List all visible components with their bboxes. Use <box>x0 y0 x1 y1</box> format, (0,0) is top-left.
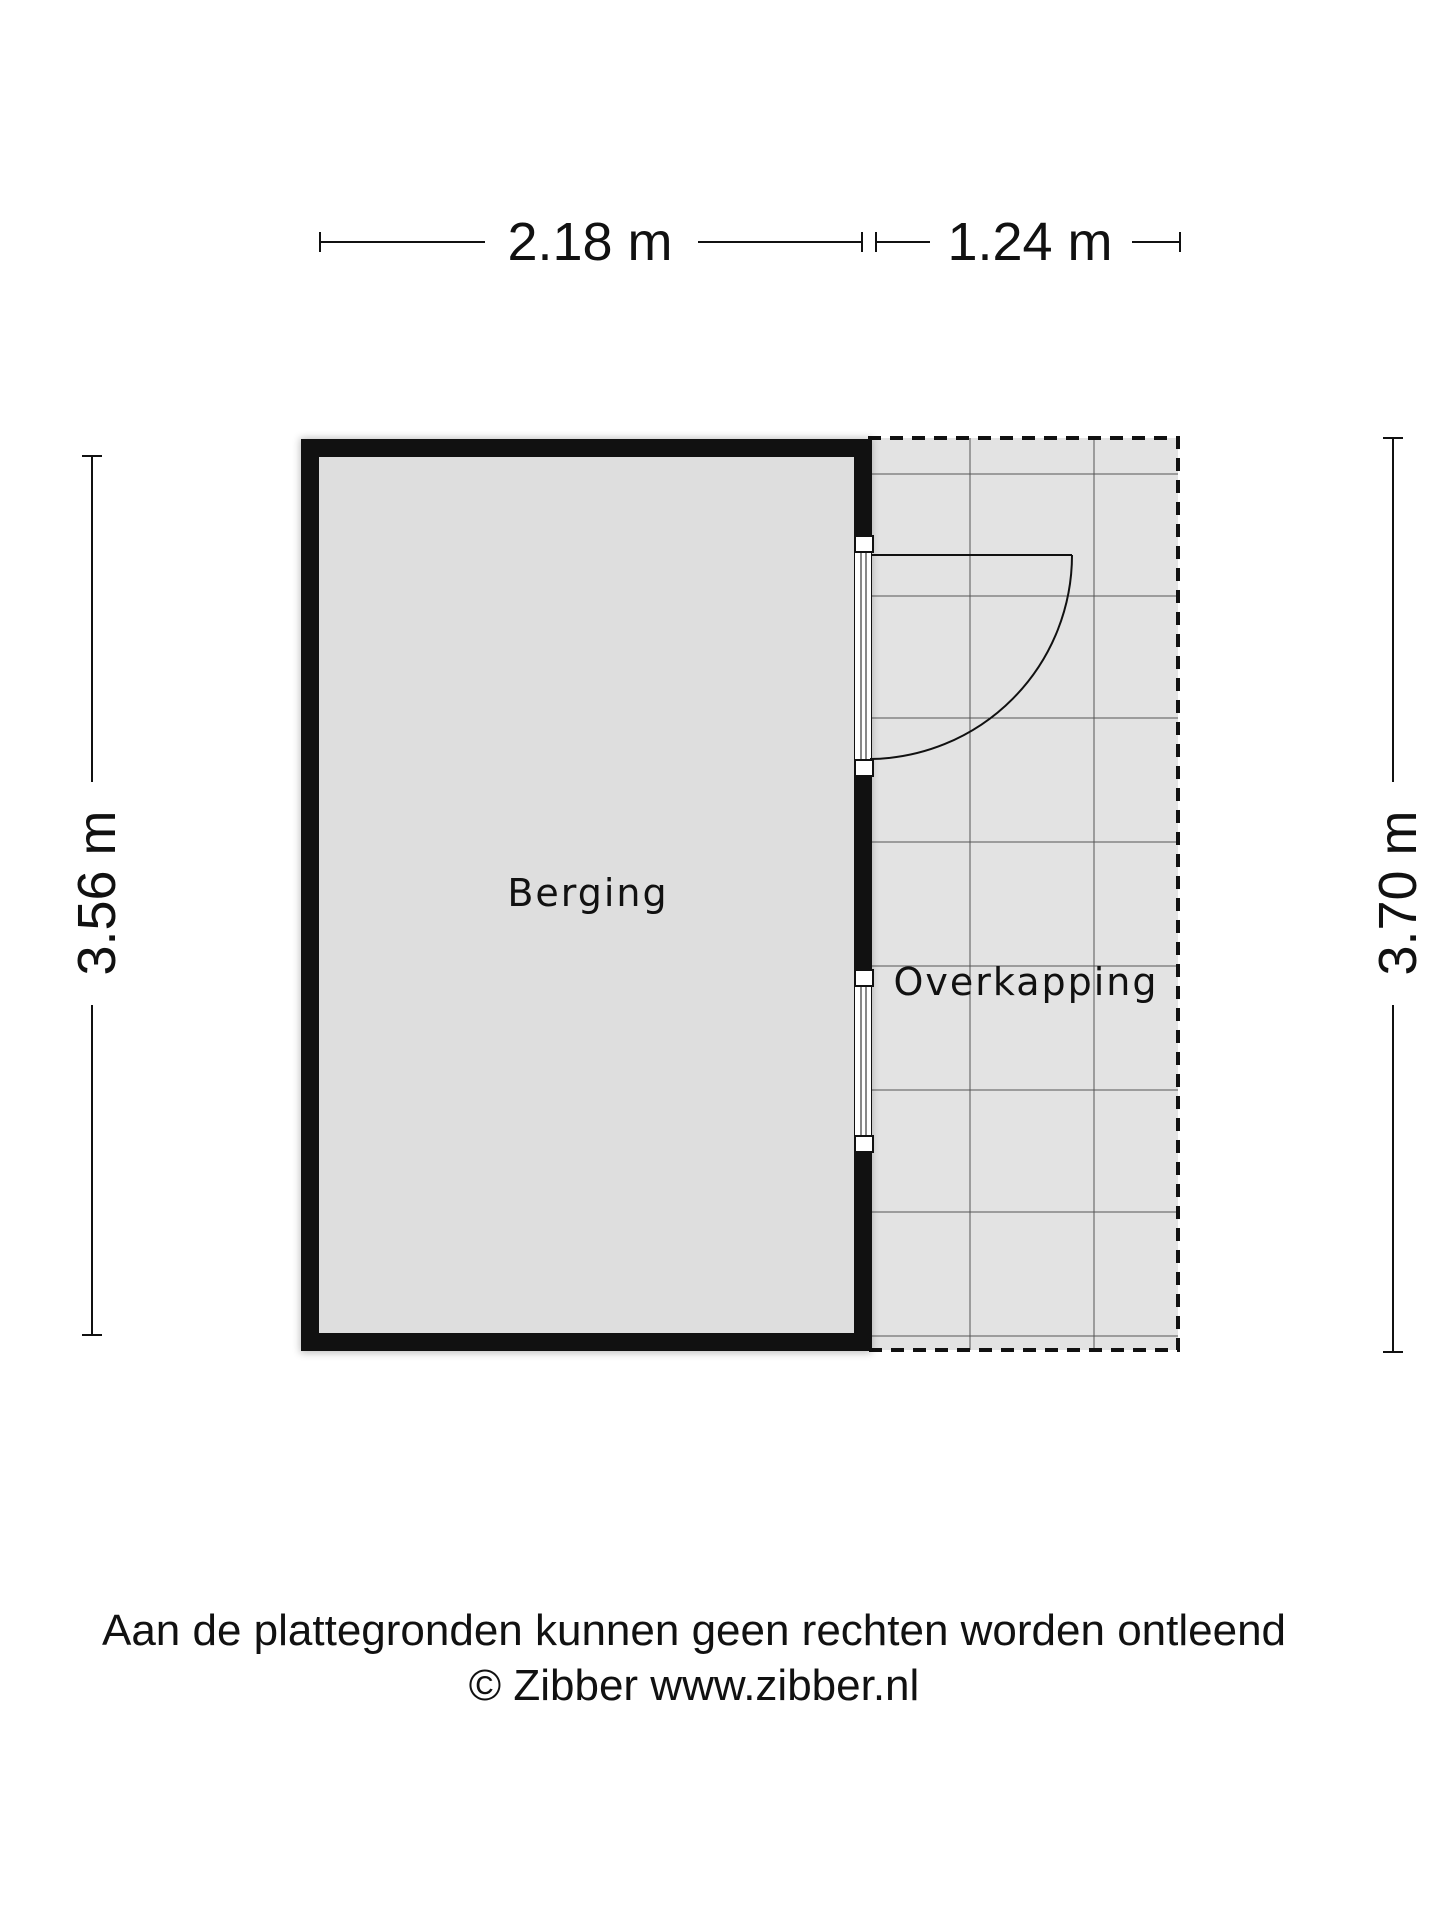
room-label-overkapping: Overkapping <box>893 960 1159 1004</box>
window <box>855 970 873 1152</box>
dimension-top-right: 1.24 m <box>947 212 1113 272</box>
dimension-top-left: 2.18 m <box>507 212 673 272</box>
covered-area <box>868 438 1178 1350</box>
room-label-berging: Berging <box>507 871 669 915</box>
dimension-left: 3.56 m <box>67 810 127 976</box>
dimension-right: 3.70 m <box>1368 810 1428 976</box>
disclaimer-text: Aan de plattegronden kunnen geen rechten worden ontleend <box>101 1606 1287 1655</box>
copyright-text: © Zibber www.zibber.nl <box>468 1661 920 1710</box>
